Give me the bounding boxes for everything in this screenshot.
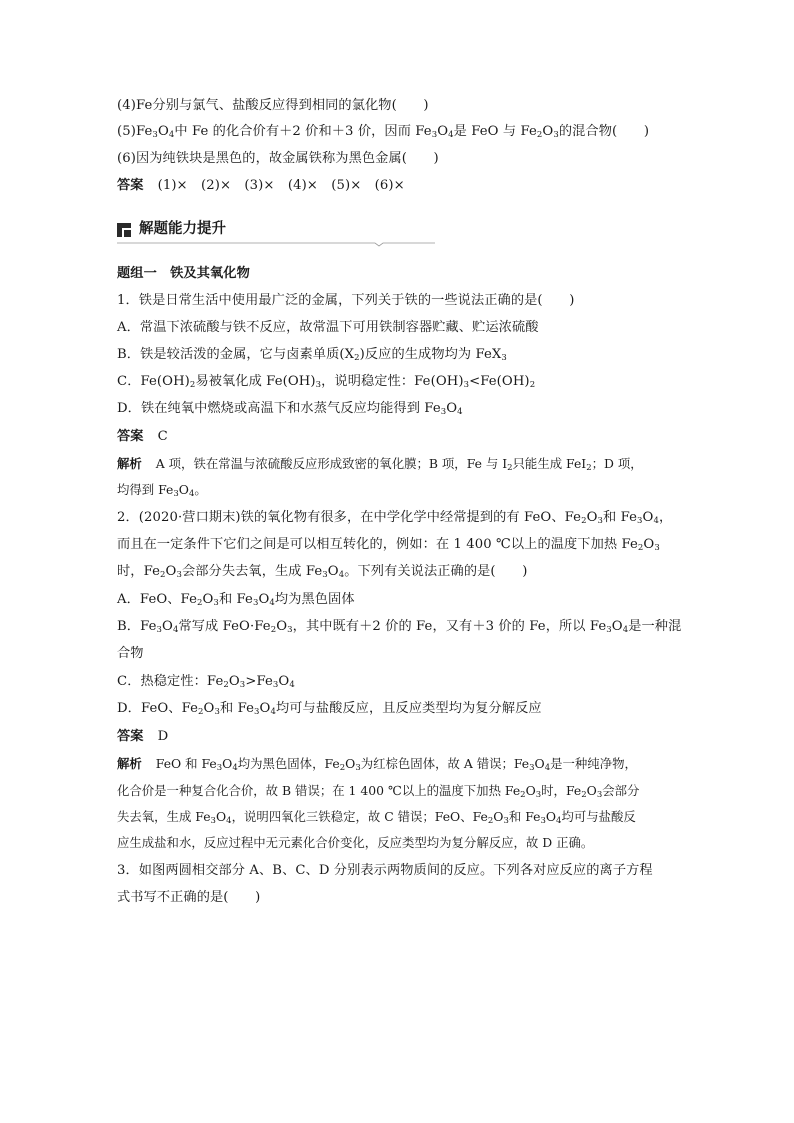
q2-option-c: C．热稳定性：$Fe_2O_3>Fe_3O_4$ <box>117 674 295 690</box>
q2-option-b-line-1: B．$Fe_3O_4$常写成 $FeO\cdot Fe_2O_3$，其中既有＋2 价的 Fe，又有＋3 价的 Fe，所以 $Fe_3O_4$是一种混 <box>117 619 682 635</box>
review-answer: 答案 (1)× (2)× (3)× (4)× (5)× (6)× <box>117 178 405 193</box>
review-item-5: $(5)Fe_3O_4$中 Fe 的化合价有＋2 价和＋3 价，因而 $Fe_3O_4$是 FeO 与 $Fe_2O_3$的混合物( ) <box>117 124 650 140</box>
q2-answer: 答案 D <box>117 729 169 744</box>
q1-option-c: C．$Fe(OH)_2$易被氧化成 $Fe(OH)_3$，说明稳定性：$Fe(OH)_3<Fe(OH)_2$ <box>117 374 536 390</box>
q2-stem-line-3: 时，$Fe_2O_3$会部分失去氧，生成 $Fe_3O_4$。下列有关说法正确的是( ) <box>117 564 528 580</box>
q2-analysis-line-2: 化合价是一种复合化合价，故 B 错误；在 1 400 ℃以上的温度下加热 $Fe_2O_3$时，$Fe_2O_3$会部分 <box>117 783 640 800</box>
section-title: 解题能力提升 <box>139 221 226 237</box>
q2-stem-line-2: 而且在一定条件下它们之间是可以相互转化的，例如：在 1 400 ℃以上的温度下加热 $Fe_2O_3$ <box>117 537 660 553</box>
q2-option-b-line-2: 合物 <box>117 646 144 661</box>
review-item-4: (4)Fe分别与氯气、盐酸反应得到相同的氯化物( ) <box>117 98 429 113</box>
q1-analysis-line-2: 均得到 $Fe_3O_4$。 <box>117 482 207 499</box>
q1-analysis-line-1: 解析 A 项，铁在常温与浓硫酸反应形成致密的氧化膜；B 项，Fe 与 $I_2$只能生成 FeI$_2$；D 项， <box>117 456 643 473</box>
q2-option-a: A．FeO、$Fe_2O_3$和 $Fe_3O_4$均为黑色固体 <box>117 592 355 608</box>
q3-stem-line-2: 式书写不正确的是( ) <box>117 890 261 905</box>
q3-stem-line-1: 3．如图两圆相交部分 A、B、C、D 分别表示两物质间的反应。下列各对应反应的离子方程 <box>117 863 653 878</box>
q2-analysis-line-3: 失去氧，生成 $Fe_3O_4$，说明四氧化三铁稳定，故 C 错误；FeO、$Fe_2O_3$和 $Fe_3O_4$均可与盐酸反 <box>117 809 636 826</box>
q2-analysis-line-4: 应生成盐和水，反应过程中无元素化合价变化，反应类型均为复分解反应，故 D 正确。 <box>117 835 594 850</box>
group-title: 题组一 铁及其氧化物 <box>117 266 250 281</box>
section-header <box>117 222 435 244</box>
q1-stem: 1．铁是日常生活中使用最广泛的金属，下列关于铁的一些说法正确的是( ) <box>117 293 575 308</box>
q2-option-d: D．FeO、$Fe_2O_3$和 $Fe_3O_4$均可与盐酸反应，且反应类型均为复分解反应 <box>117 701 542 717</box>
q2-analysis-line-1: 解析 FeO 和 $Fe_3O_4$均为黑色固体，$Fe_2O_3$为红棕色固体，故 A 错误；$Fe_3O_4$是一种纯净物， <box>117 756 637 773</box>
section-marker-icon <box>117 223 131 237</box>
q1-option-d: D．铁在纯氧中燃烧或高温下和水蒸气反应均能得到 $Fe_3O_4$ <box>117 401 463 417</box>
q1-answer: 答案 C <box>117 429 168 444</box>
review-item-6: (6)因为纯铁块是黑色的，故金属铁称为黑色金属( ) <box>117 151 439 166</box>
section-rule <box>117 241 435 247</box>
q1-option-b: B．铁是较活泼的金属，它与卤素单质$(X_2)$反应的生成物均为 FeX$_3$ <box>117 347 507 363</box>
q1-option-a: A．常温下浓硫酸与铁不反应，故常温下可用铁制容器贮藏、贮运浓硫酸 <box>117 320 539 335</box>
q2-stem-line-1: 2．(2020·营口期末)铁的氧化物有很多，在中学化学中经常提到的有 FeO、$Fe_2O_3$和 $Fe_3O_4$， <box>117 510 673 526</box>
